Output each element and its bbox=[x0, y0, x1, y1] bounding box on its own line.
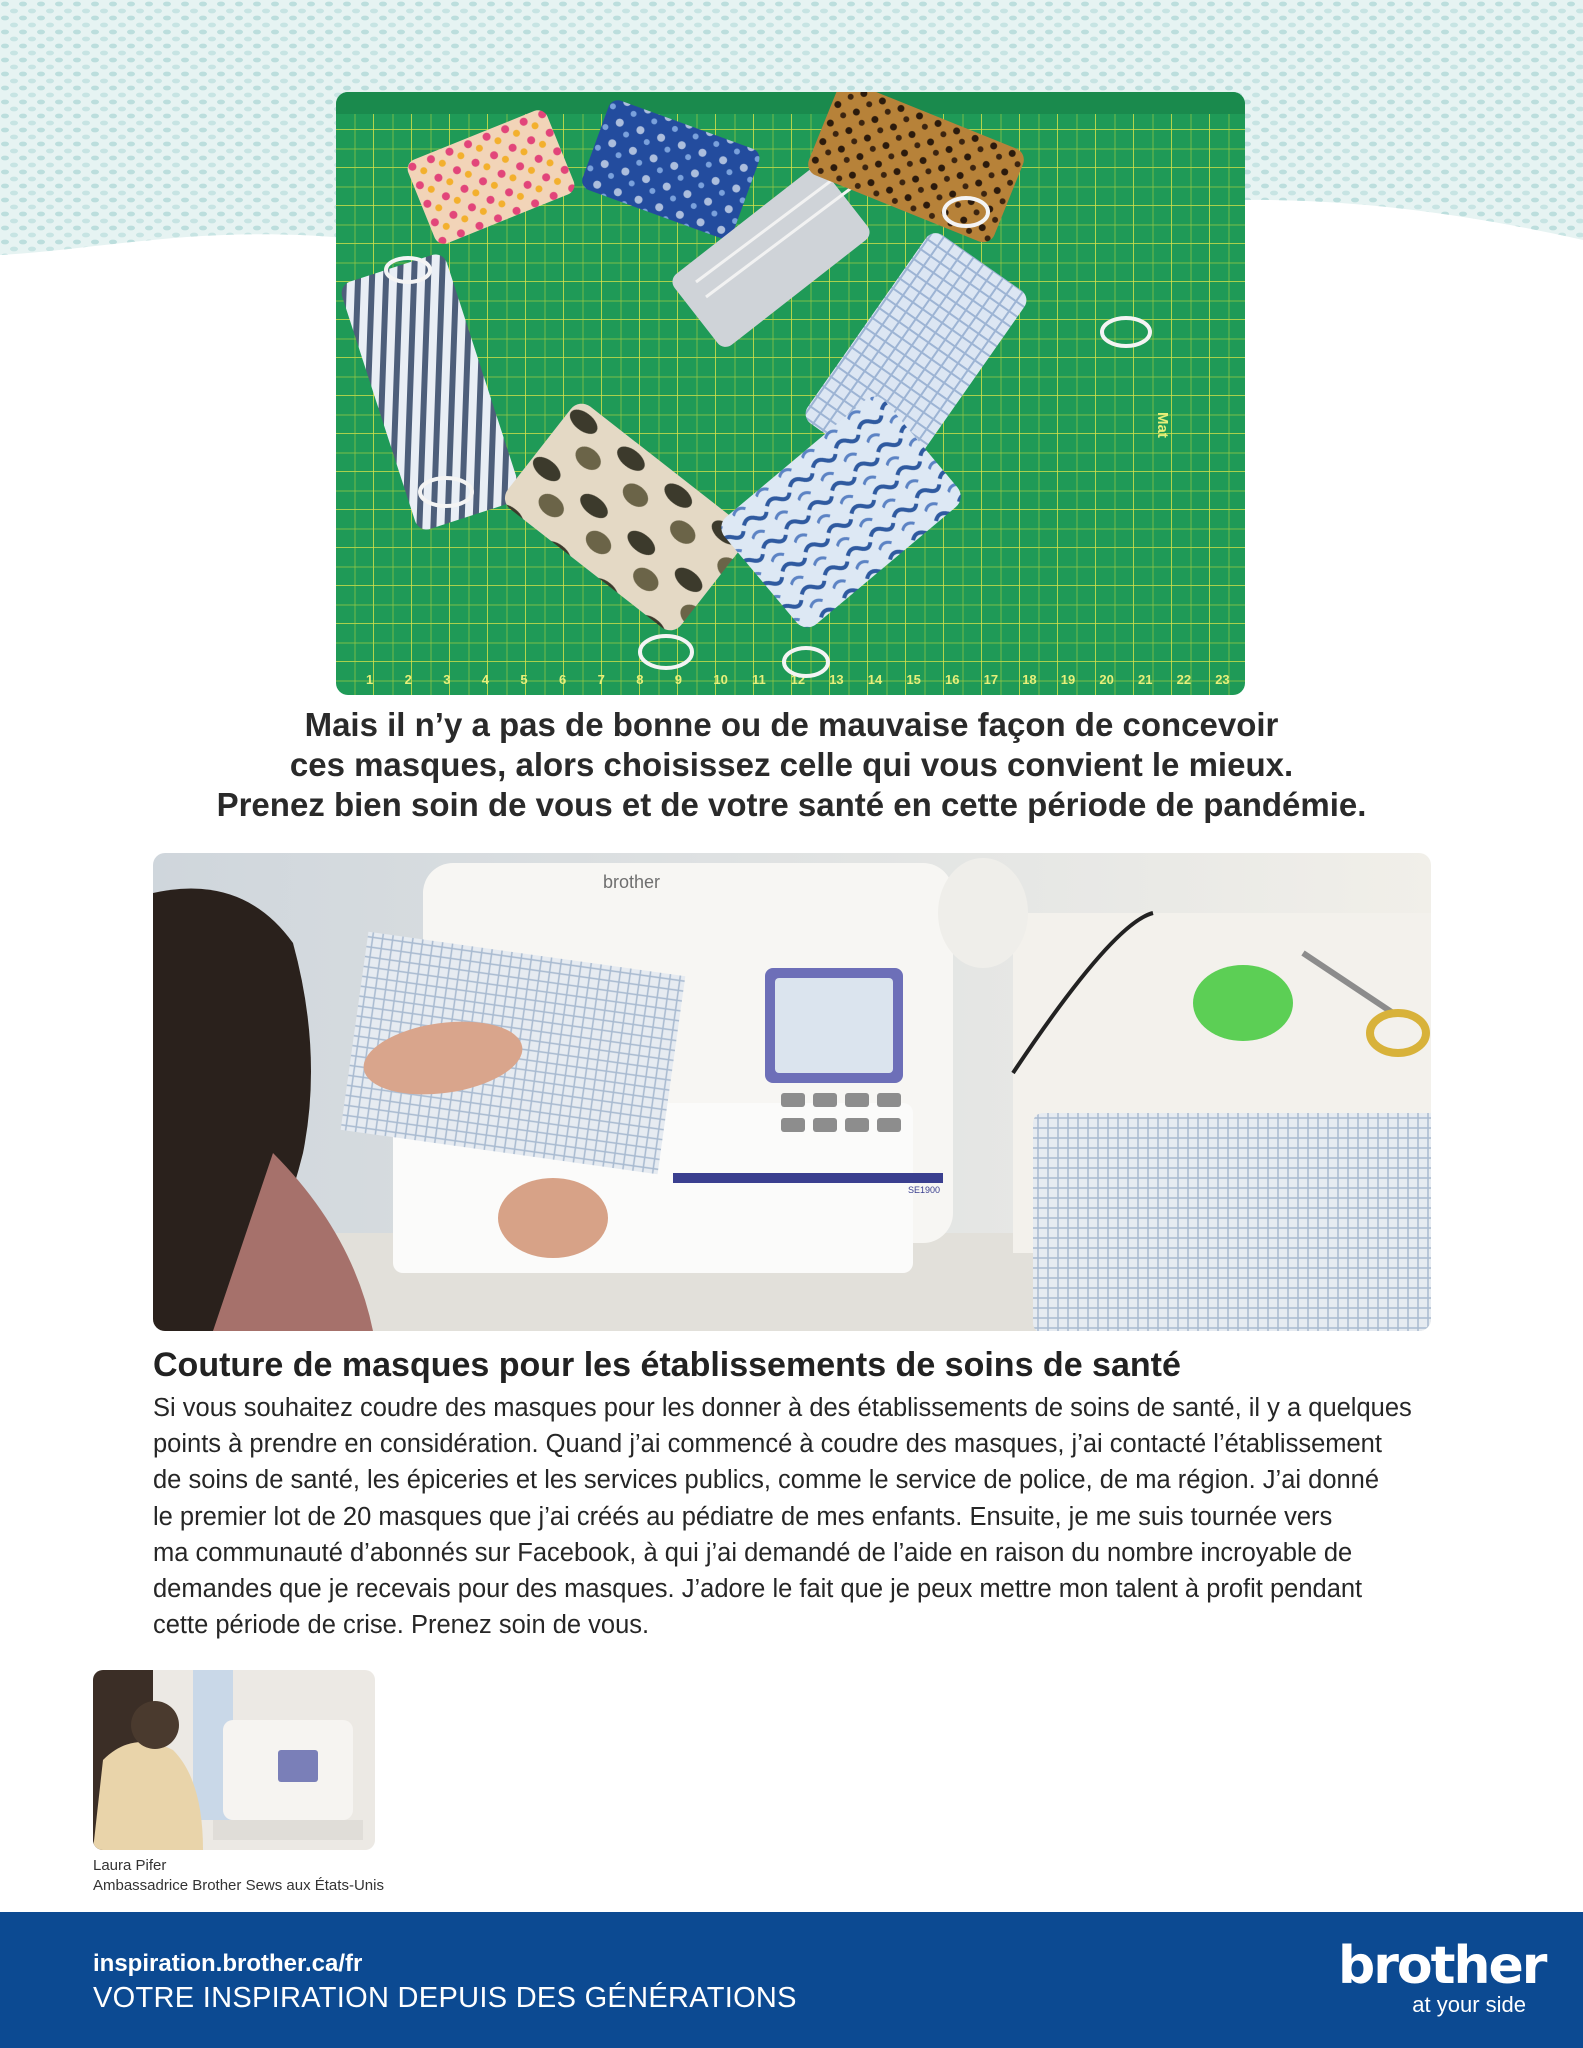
hand-right bbox=[498, 1178, 608, 1258]
body-line: cette période de crise. Prenez soin de vous. bbox=[153, 1611, 650, 1640]
footer-url-link[interactable]: inspiration.brother.ca/fr bbox=[93, 1950, 363, 1977]
ruler-number: 21 bbox=[1138, 672, 1153, 687]
ruler-number: 19 bbox=[1060, 672, 1076, 687]
ruler-number: 8 bbox=[636, 672, 644, 687]
ruler-number: 1 bbox=[366, 672, 374, 687]
ruler-number: 9 bbox=[674, 672, 683, 687]
pin-cushion bbox=[1193, 965, 1293, 1041]
ruler-number: 4 bbox=[481, 672, 490, 687]
section-body bbox=[153, 1390, 1493, 1643]
ruler-number: 22 bbox=[1176, 672, 1192, 687]
brand-slogan: at your side bbox=[1412, 1992, 1526, 2017]
ruler-number: 12 bbox=[790, 672, 806, 687]
body-line: le premier lot de 20 masques que j’ai créés au pédiatre de mes enfants. Ensuite, je me suis tournée vers bbox=[153, 1502, 1333, 1531]
ruler-number: 16 bbox=[945, 672, 960, 687]
ruler-number: 7 bbox=[597, 672, 605, 687]
author-role: Ambassadrice Brother Sews aux États-Unis bbox=[93, 1877, 384, 1894]
masks-heart-photo bbox=[336, 92, 1245, 695]
brother-logo bbox=[1338, 1936, 1546, 2018]
ruler-number: 18 bbox=[1022, 672, 1037, 687]
ruler-number: 17 bbox=[983, 672, 999, 687]
sewing-machine-photo bbox=[153, 853, 1431, 1331]
machine-model-label: SE1900 bbox=[908, 1185, 941, 1195]
machine-brand-label: brother bbox=[603, 872, 661, 892]
author-name: Laura Pifer bbox=[93, 1857, 167, 1874]
body-line: Si vous souhaitez coudre des masques pour les donner à des établissements de soins de santé, il y a quelques bbox=[153, 1394, 1412, 1422]
intro-line: Mais il n’y a pas de bonne ou de mauvaise façon de concevoir bbox=[304, 706, 1279, 743]
body-line: de soins de santé, les épiceries et les services publics, comme le service de police, de ma région. J’ai donné bbox=[153, 1466, 1380, 1495]
ruler-number: 2 bbox=[404, 672, 412, 687]
ruler-number: 15 bbox=[906, 672, 921, 687]
ruler-number: 10 bbox=[713, 672, 728, 687]
body-line: ma communauté d’abonnés sur Facebook, à qui j’ai demandé de l’aide en raison du nombre incroyable de bbox=[153, 1538, 1353, 1567]
ruler-number: 14 bbox=[867, 672, 883, 687]
intro-line: Prenez bien soin de vous et de votre santé en cette période de pandémie. bbox=[216, 786, 1367, 823]
ruler-number: 3 bbox=[443, 672, 451, 687]
author-photo bbox=[93, 1670, 375, 1850]
section-heading: Couture de masques pour les établissements de soins de santé bbox=[153, 1346, 1181, 1384]
intro-line: ces masques, alors choisissez celle qui vous convient le mieux. bbox=[289, 746, 1294, 783]
brand-wordmark: brother bbox=[1338, 1936, 1546, 1996]
body-line: demandes que je recevais pour des masques. J’adore le fait que je peux mettre mon talent à profit pendant bbox=[153, 1575, 1363, 1604]
ruler-number: 20 bbox=[1099, 672, 1114, 687]
ruler-number: 13 bbox=[829, 672, 844, 687]
footer-tagline: VOTRE INSPIRATION DEPUIS DES GÉNÉRATIONS bbox=[93, 1982, 797, 2014]
author-caption bbox=[93, 1856, 384, 1896]
intro-paragraph bbox=[150, 705, 1433, 825]
footer-bar bbox=[0, 1912, 1583, 2048]
ruler-number: 11 bbox=[752, 672, 766, 687]
mat-label: Mat bbox=[1154, 412, 1171, 438]
ruler-number: 6 bbox=[559, 672, 567, 687]
body-line: points à prendre en considération. Quand j’ai commencé à coudre des masques, j’ai contacté l’établissement bbox=[153, 1430, 1382, 1459]
ruler-number: 5 bbox=[520, 672, 528, 687]
ruler-number: 23 bbox=[1215, 672, 1230, 687]
